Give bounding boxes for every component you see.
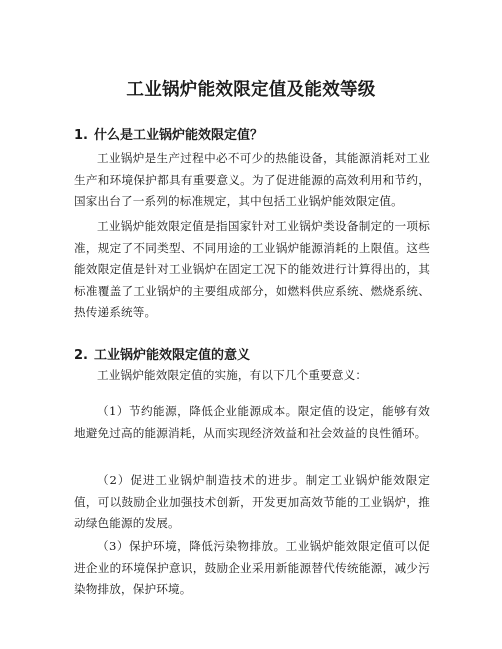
section-2-number: 2.	[74, 348, 88, 363]
section-2-paragraph-3: （2）促进工业锅炉制造技术的进步。制定工业锅炉能效限定值，可以鼓励企业加强技术创新，开发更加高效节能的工业锅炉，推动绿色能源的发展。	[74, 473, 430, 531]
section-2-title: 工业锅炉能效限定值的意义	[94, 348, 251, 363]
section-1-title: 什么是工业锅炉能效限定值？	[94, 128, 264, 143]
section-1-number: 1.	[74, 128, 88, 143]
document-title: 工业锅炉能效限定值及能效等级	[126, 80, 376, 100]
section-2-paragraph-4: （3）保护环境，降低污染物排放。工业锅炉能效限定值可以促进企业的环境保护意识，鼓励企业采用新能源替代传统能源，减少污染物排放，保护环境。	[74, 539, 430, 597]
section-1-heading	[74, 124, 263, 143]
section-1-paragraph-1: 工业锅炉是生产过程中必不可少的热能设备，其能源消耗对工业生产和环境保护都具有重要意义。为了促进能源的高效利用和节约，国家出台了一系列的标准规定，其中包括工业锅炉能效限定值。	[74, 151, 430, 209]
section-2-paragraph-1: 工业锅炉能效限定值的实施，有以下几个重要意义：	[97, 368, 368, 382]
section-2-paragraph-2: （1）节约能源，降低企业能源成本。限定值的设定，能够有效地避免过高的能源消耗，从而实现经济效益和社会效益的良性循环。	[74, 404, 430, 440]
section-2-heading	[74, 344, 250, 363]
section-1-paragraph-2: 工业锅炉能效限定值是指国家针对工业锅炉类设备制定的一项标准，规定了不同类型、不同用途的工业锅炉能源消耗的上限值。这些能效限定值是针对工业锅炉在固定工况下的能效进行计算得出的，其标准覆盖了工业锅炉的主要组成部分，如燃料供应系统、燃烧系统、热传递系统等。	[74, 219, 430, 320]
